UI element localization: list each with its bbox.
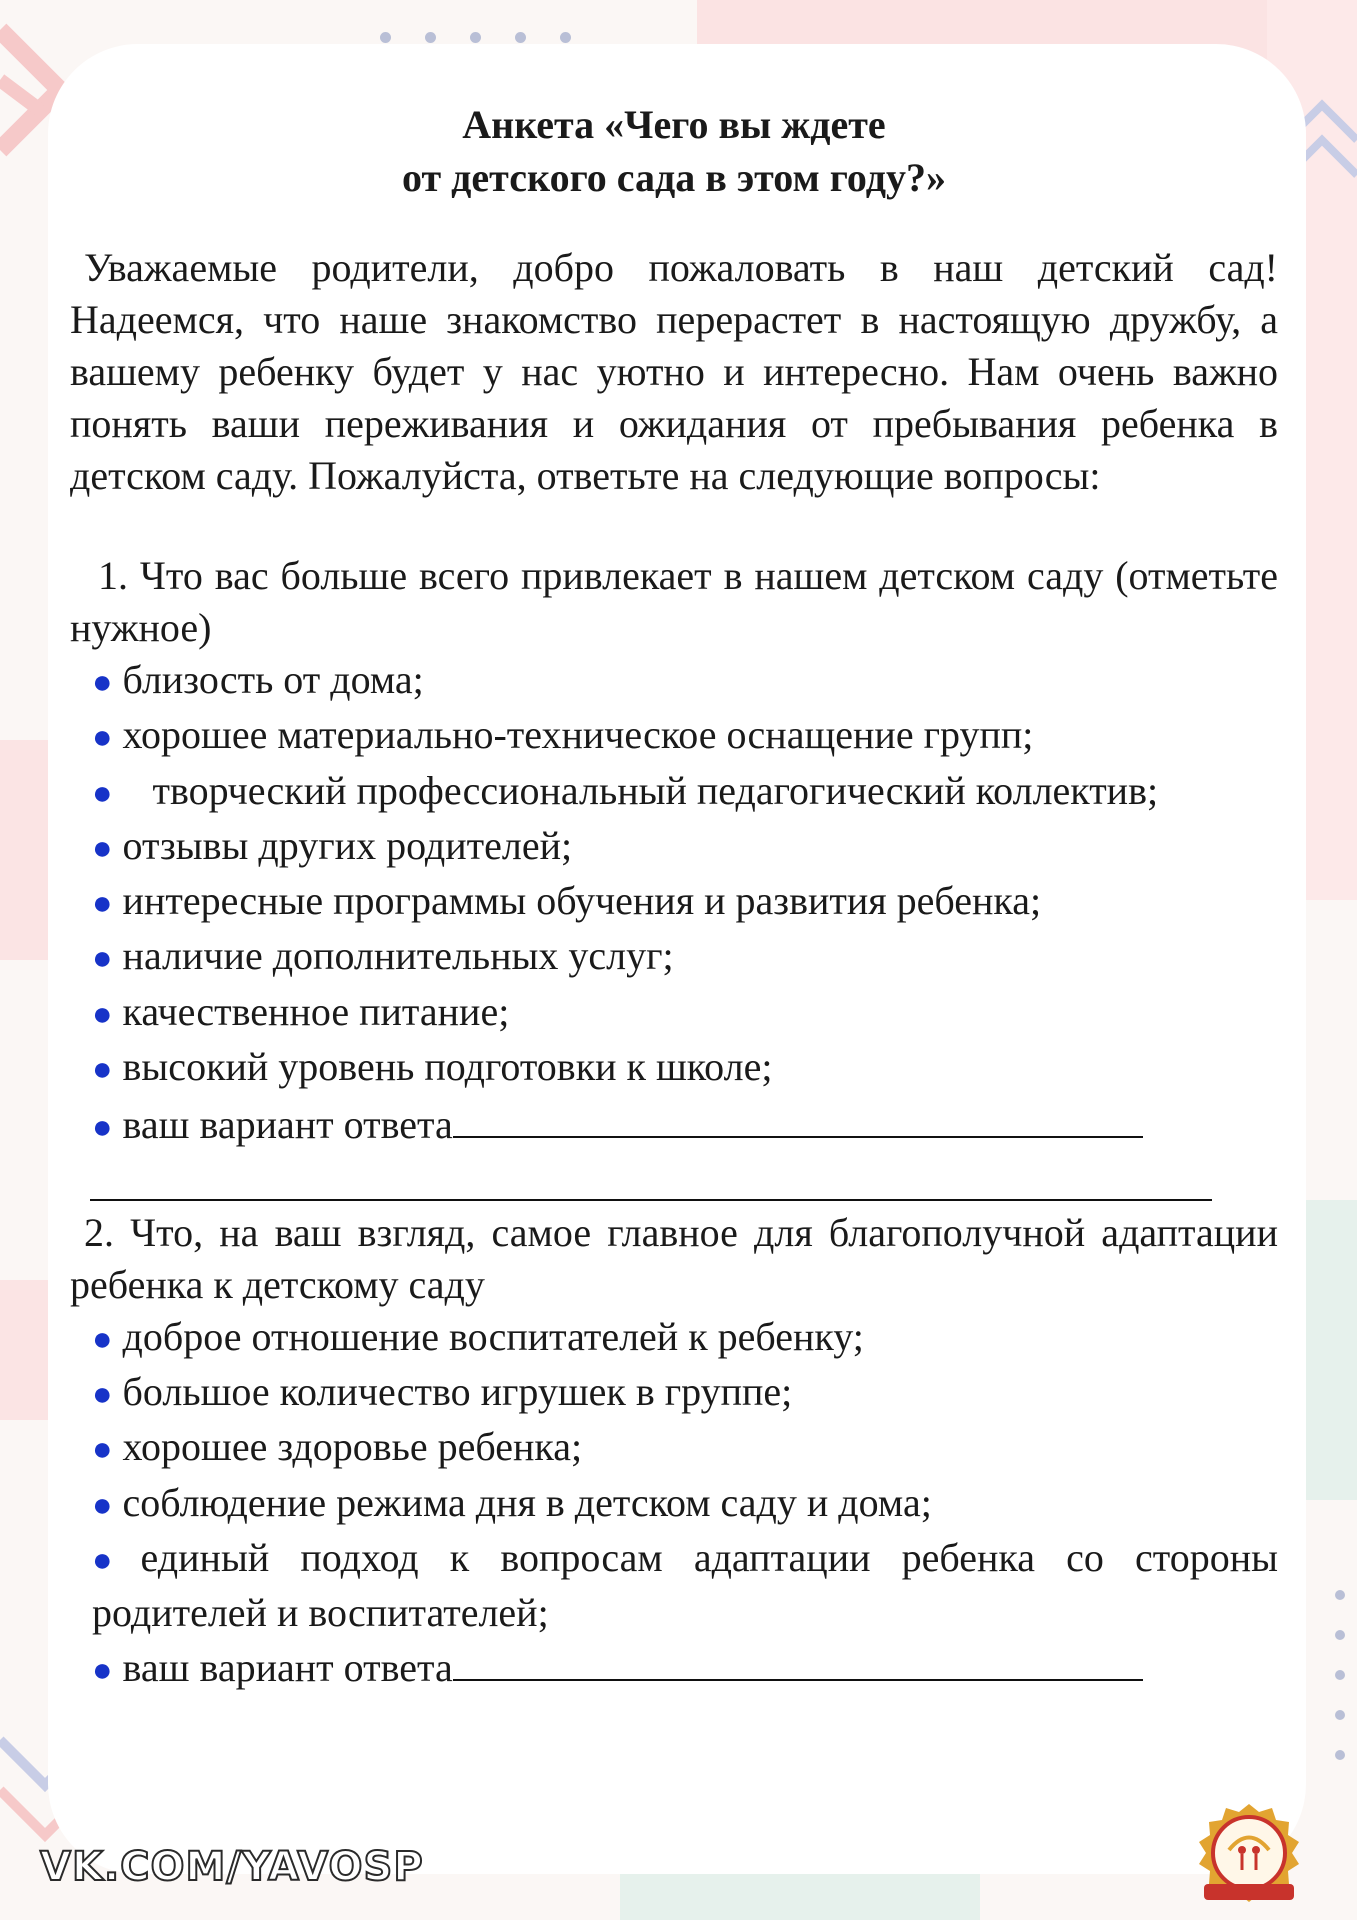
bullet-icon: ● (92, 1375, 113, 1413)
kindergarten-logo-icon (1184, 1800, 1314, 1908)
option-item[interactable]: ● хорошее материально-техническое оснащение групп; (70, 709, 1278, 764)
option-item[interactable]: ● доброе отношение воспитателей к ребенку; (70, 1311, 1278, 1366)
answer-line[interactable] (453, 1639, 1143, 1681)
bullet-icon: ● (92, 1486, 113, 1524)
bullet-icon: ● (92, 664, 113, 701)
dots-decoration (380, 32, 571, 43)
answer-line[interactable] (90, 1155, 1212, 1201)
option-item[interactable]: ● соблюдение режима дня в детском саду и дома; (70, 1477, 1278, 1532)
document-content (70, 98, 1278, 1698)
title-line-2: от детского сада в этом году?» (402, 155, 946, 200)
question-2: 2. Что, на ваш взгляд, самое главное для благополучной адаптации ребенка к детскому саду (70, 1209, 1278, 1307)
bullet-icon: ● (92, 885, 113, 923)
intro-paragraph: Уважаемые родители, добро пожаловать в наш детский сад! Надеемся, что наше знакомство перерастет в настоящую дружбу, а вашему ребенку будет у нас уютно и интересно. Нам очень важно понять ваши переживания и ожидания от пребывания ребенка в детском саду. Пожалуйста, ответьте на следующие вопросы: (70, 245, 1278, 498)
option-item[interactable]: ● творческий профессиональный педагогический коллектив; (70, 765, 1278, 820)
bullet-icon: ● (92, 1109, 113, 1147)
bullet-icon: ● (92, 1051, 113, 1089)
question-2-options (70, 1311, 1278, 1698)
option-own-answer[interactable]: ● ваш вариант ответа (70, 1639, 1278, 1697)
option-item[interactable]: ● большое количество игрушек в группе; (70, 1366, 1278, 1421)
background-decoration (1297, 1200, 1357, 1500)
option-item[interactable]: ● наличие дополнительных услуг; (70, 930, 1278, 985)
bullet-icon: ● (92, 1541, 113, 1579)
option-item[interactable]: ● интересные программы обучения и развития ребенка; (70, 875, 1278, 930)
bullet-icon: ● (92, 719, 113, 757)
option-item[interactable]: ● близость от дома; (70, 654, 1278, 709)
option-item[interactable]: ● качественное питание; (70, 986, 1278, 1041)
bullet-icon: ● (92, 1431, 113, 1469)
title-line-1: Анкета «Чего вы ждете (462, 102, 886, 147)
dots-decoration (1335, 1590, 1345, 1760)
question-1-options (70, 654, 1278, 1155)
option-item[interactable]: ● высокий уровень подготовки к школе; (70, 1041, 1278, 1096)
option-item[interactable]: ● хорошее здоровье ребенка; (70, 1421, 1278, 1476)
option-item[interactable]: ● отзывы других родителей; (70, 820, 1278, 875)
answer-line[interactable] (453, 1096, 1143, 1138)
bullet-icon: ● (92, 1652, 113, 1690)
watermark-text: VK.COM/YAVOSP (40, 1844, 424, 1890)
bullet-icon: ● (92, 829, 113, 867)
bullet-icon: ● (92, 995, 113, 1033)
option-item[interactable]: ● единый подход к вопросам адаптации ребенка со стороны родителей и воспитателей; (92, 1534, 1278, 1636)
bullet-icon: ● (92, 940, 113, 978)
bullet-icon: ● (92, 774, 113, 812)
option-own-answer[interactable]: ● ваш вариант ответа (70, 1096, 1278, 1154)
question-1: 1. Что вас больше всего привлекает в нашем детском саду (отметьте нужное) (70, 553, 1278, 650)
page-title (70, 98, 1278, 204)
bullet-icon: ● (92, 1320, 113, 1358)
